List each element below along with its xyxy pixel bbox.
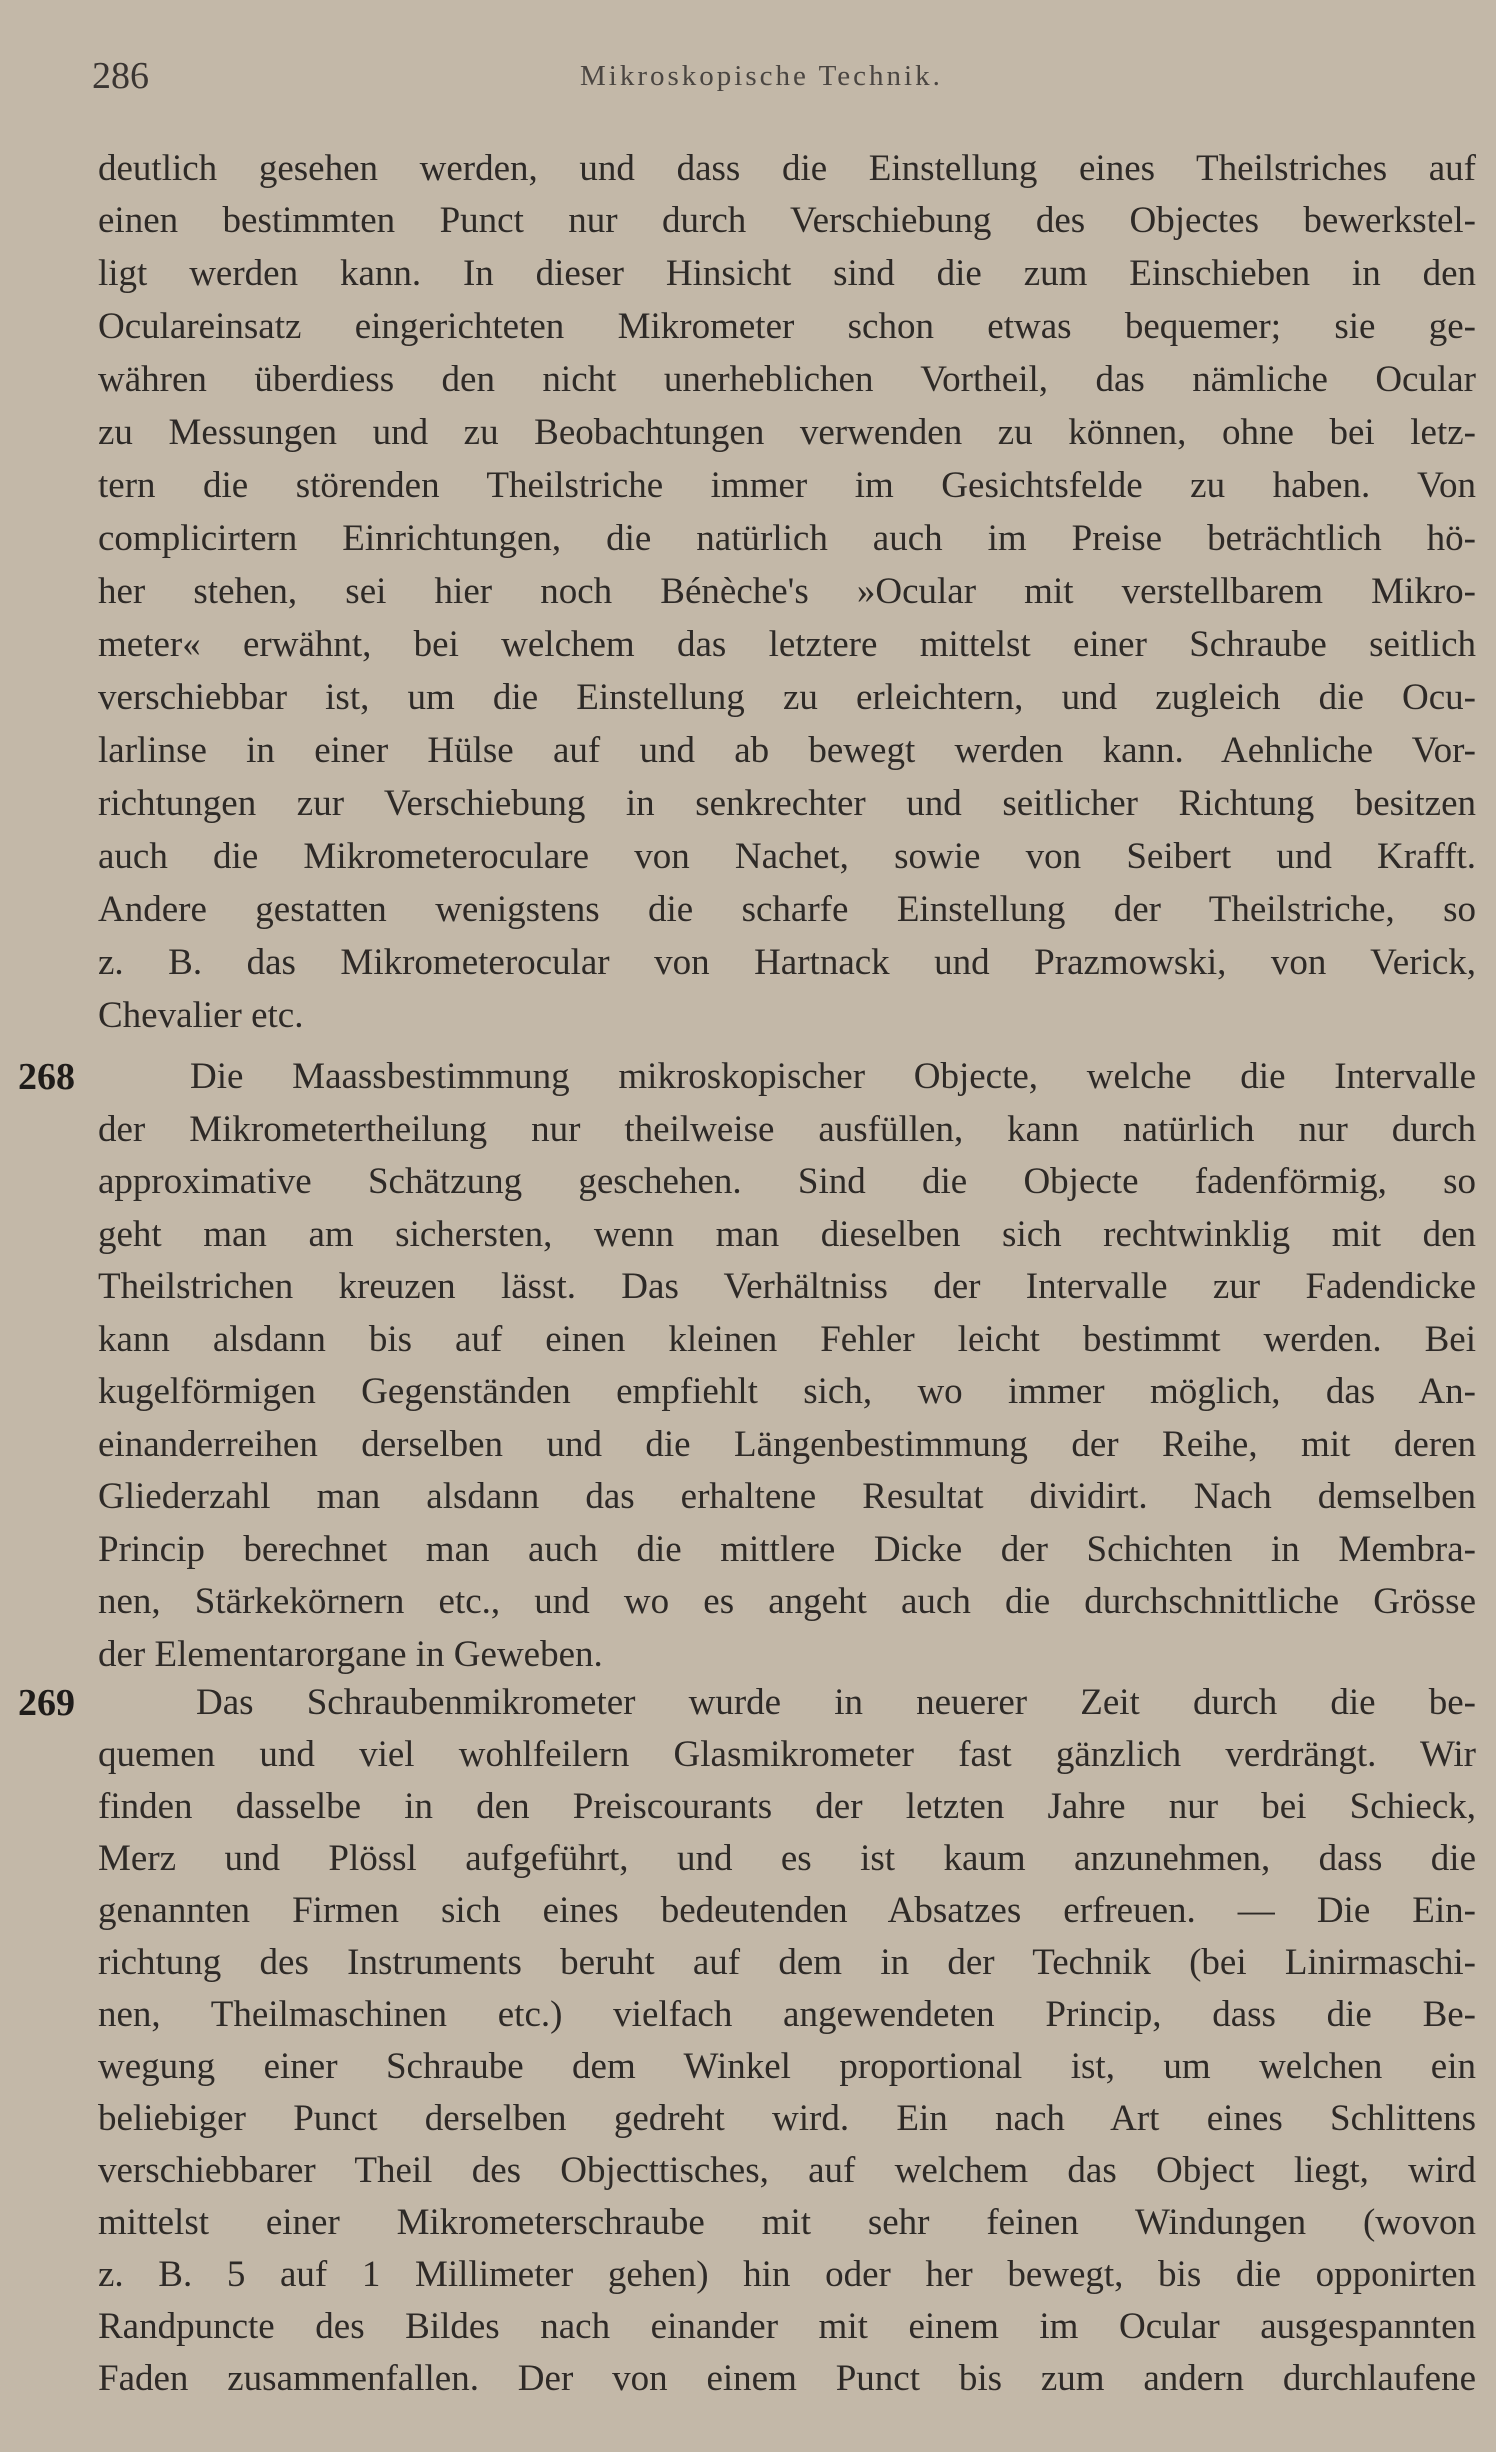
text-line: z. B. das Mikrometerocular von Hartnack und Prazmowski, von Verick, <box>98 942 1476 983</box>
text-line: Randpuncte des Bildes nach einander mit einem im Ocular ausgespannten <box>98 2306 1476 2347</box>
text-line: nen, Stärkekörnern etc., und wo es angeht auch die durchschnittliche Grösse <box>98 1581 1476 1622</box>
text-line: Oculareinsatz eingerichteten Mikrometer schon etwas bequemer; sie ge- <box>98 306 1476 347</box>
page-header <box>92 54 1472 104</box>
text-line: larlinse in einer Hülse auf und ab bewegt werden kann. Aehnliche Vor- <box>98 730 1476 771</box>
text-line: her stehen, sei hier noch Bénèche's »Ocular mit verstellbarem Mikro- <box>98 571 1476 612</box>
text-line: Andere gestatten wenigstens die scharfe Einstellung der Theilstriche, so <box>98 889 1476 930</box>
text-line: zu Messungen und zu Beobachtungen verwenden zu können, ohne bei letz- <box>98 412 1476 453</box>
text-line: verschiebbar ist, um die Einstellung zu erleichtern, und zugleich die Ocu- <box>98 677 1476 718</box>
section-number-269: 269 <box>18 1682 75 1724</box>
text-line: verschiebbarer Theil des Objecttisches, auf welchem das Object liegt, wird <box>98 2150 1476 2191</box>
running-title: Mikroskopische Technik. <box>580 60 943 92</box>
text-line: meter« erwähnt, bei welchem das letztere mittelst einer Schraube seitlich <box>98 624 1476 665</box>
text-line: Princip berechnet man auch die mittlere Dicke der Schichten in Membra- <box>98 1529 1476 1570</box>
text-line: einanderreihen derselben und die Längenbestimmung der Reihe, mit deren <box>98 1424 1476 1465</box>
text-line: der Mikrometertheilung nur theilweise ausfüllen, kann natürlich nur durch <box>98 1109 1476 1150</box>
text-line: finden dasselbe in den Preiscourants der letzten Jahre nur bei Schieck, <box>98 1786 1476 1827</box>
text-line: tern die störenden Theilstriche immer im Gesichtsfelde zu haben. Von <box>98 465 1476 506</box>
text-line: approximative Schätzung geschehen. Sind die Objecte fadenförmig, so <box>98 1161 1476 1202</box>
text-line: wegung einer Schraube dem Winkel proportional ist, um welchen ein <box>98 2046 1476 2087</box>
text-line: quemen und viel wohlfeilern Glasmikrometer fast gänzlich verdrängt. Wir <box>98 1734 1476 1775</box>
text-line: Theilstrichen kreuzen lässt. Das Verhältniss der Intervalle zur Fadendicke <box>98 1266 1476 1307</box>
text-line: nen, Theilmaschinen etc.) vielfach angewendeten Princip, dass die Be- <box>98 1994 1476 2035</box>
text-line: deutlich gesehen werden, und dass die Einstellung eines Theilstriches auf <box>98 148 1476 189</box>
text-line: geht man am sichersten, wenn man dieselben sich rechtwinklig mit den <box>98 1214 1476 1255</box>
text-line: auch die Mikrometeroculare von Nachet, sowie von Seibert und Krafft. <box>98 836 1476 877</box>
text-line: Die Maassbestimmung mikroskopischer Objecte, welche die Intervalle <box>190 1056 1476 1097</box>
text-line: beliebiger Punct derselben gedreht wird. Ein nach Art eines Schlittens <box>98 2098 1476 2139</box>
text-line: mittelst einer Mikrometerschraube mit sehr feinen Windungen (wovon <box>98 2202 1476 2243</box>
text-line: richtung des Instruments beruht auf dem in der Technik (bei Linirmaschi- <box>98 1942 1476 1983</box>
section-number-268: 268 <box>18 1056 75 1098</box>
text-line: einen bestimmten Punct nur durch Verschiebung des Objectes bewerkstel- <box>98 200 1476 241</box>
text-line: richtungen zur Verschiebung in senkrechter und seitlicher Richtung besitzen <box>98 783 1476 824</box>
text-line: der Elementarorgane in Geweben. <box>98 1634 603 1675</box>
text-line: Merz und Plössl aufgeführt, und es ist kaum anzunehmen, dass die <box>98 1838 1476 1879</box>
text-line: Das Schraubenmikrometer wurde in neuerer Zeit durch die be- <box>196 1682 1476 1723</box>
text-line: Gliederzahl man alsdann das erhaltene Resultat dividirt. Nach demselben <box>98 1476 1476 1517</box>
text-line: kugelförmigen Gegenständen empfiehlt sich, wo immer möglich, das An- <box>98 1371 1476 1412</box>
text-line: ligt werden kann. In dieser Hinsicht sind die zum Einschieben in den <box>98 253 1476 294</box>
text-line: Chevalier etc. <box>98 995 304 1036</box>
text-line: z. B. 5 auf 1 Millimeter gehen) hin oder her bewegt, bis die opponirten <box>98 2254 1476 2295</box>
text-line: kann alsdann bis auf einen kleinen Fehler leicht bestimmt werden. Bei <box>98 1319 1476 1360</box>
text-line: complicirtern Einrichtungen, die natürlich auch im Preise beträchtlich hö- <box>98 518 1476 559</box>
text-line: Faden zusammenfallen. Der von einem Punct bis zum andern durchlaufene <box>98 2358 1476 2399</box>
text-line: genannten Firmen sich eines bedeutenden Absatzes erfreuen. — Die Ein- <box>98 1890 1476 1931</box>
page-number: 286 <box>92 55 149 97</box>
text-line: währen überdiess den nicht unerheblichen Vortheil, das nämliche Ocular <box>98 359 1476 400</box>
